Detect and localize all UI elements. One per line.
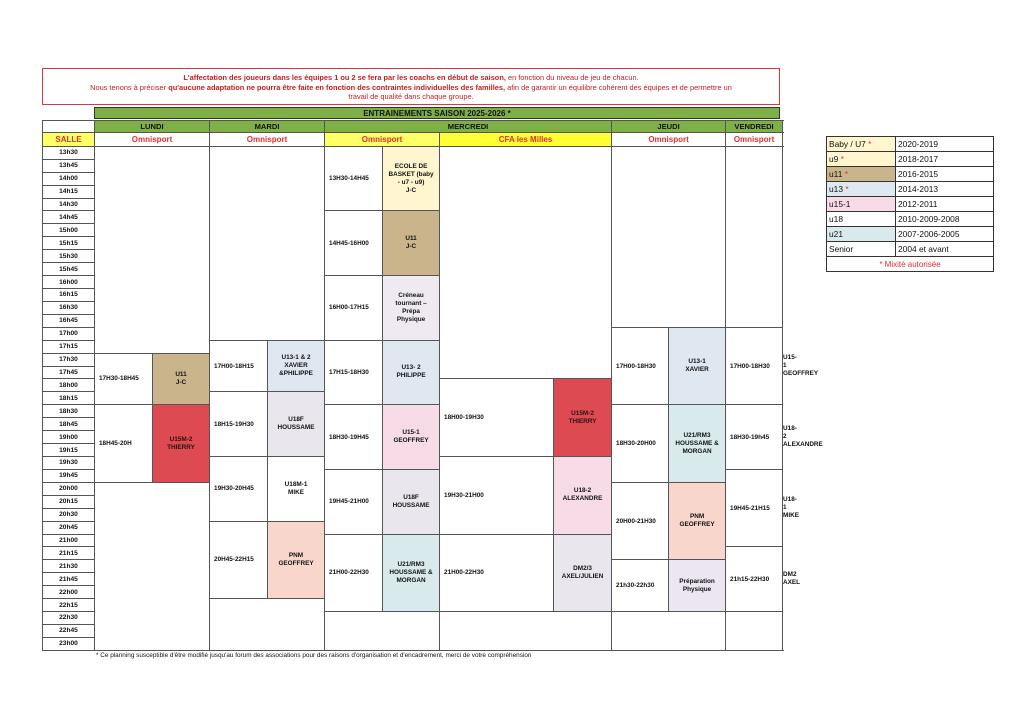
day-mardi: MARDI — [210, 121, 325, 133]
day-lundi: LUNDI — [95, 121, 210, 133]
empty-col3-0 — [440, 146, 612, 379]
time-label: 23h00 — [43, 637, 95, 650]
time-row: 19h45 19H45-21H00 U18F HOUSSAME 19H45-21H15 U18-1 MIKE — [43, 469, 783, 482]
slot-time-cfa_3: 21H00-22H30 — [440, 534, 554, 612]
footnote: * Ce planning susceptible d'être modifié jusqu'au forum des associations pour des raisons d'organisation et d'encadrement, merci de votre compréhension — [96, 652, 532, 659]
notice-box — [42, 68, 780, 105]
empty-col0-3 — [95, 482, 210, 650]
slot-team-merc_1-line: ECOLE DE — [394, 162, 428, 170]
time-label: 22h00 — [43, 586, 95, 599]
legend-name-6 — [827, 227, 896, 242]
time-label: 13h30 — [43, 146, 95, 159]
slot-time-merc_6: 19H45-21H00 — [325, 469, 383, 534]
legend-group: u21 — [829, 229, 843, 239]
mixite-note: * Mixité autorisée — [827, 257, 994, 272]
slot-team-lundi_2-line: U15M-2 — [169, 435, 193, 443]
slot-team-merc_4-line: PHILIPPE — [396, 372, 426, 380]
slot-team-cfa_3-line: DM2/3 — [573, 564, 592, 572]
time-label: 16h15 — [43, 288, 95, 301]
day-jeudi: JEUDI — [612, 121, 726, 133]
time-label: 20h00 — [43, 482, 95, 495]
legend-row — [827, 242, 994, 257]
slot-team-merc_3-line: tournant – — [395, 299, 427, 307]
salle-4: Omnisport — [612, 132, 726, 146]
slot-team-merc_7 — [383, 534, 440, 612]
time-row: 18h30 18H45-20H U15M-2 THIERRY 18H30-19H45 U15-1 GEOFFREY 18H30-20H00 U21/RM3 HOUSSAME & MORGAN 18H30-19h45 U18-2 ALEXANDRE — [43, 405, 783, 418]
slot-team-merc_3-line: Créneau — [398, 291, 424, 299]
slot-team-mardi_1-line: &PHILIPPE — [279, 370, 313, 378]
slot-team-merc_7-line: HOUSSAME & — [389, 568, 433, 576]
slot-team-lundi_1 — [153, 353, 210, 405]
day-mercredi: MERCREDI — [325, 121, 612, 133]
legend-row — [827, 182, 994, 197]
slot-time-mardi_4: 20H45-22H15 — [210, 521, 268, 599]
slot-time-lundi_2: 18H45-20H — [95, 405, 153, 483]
slot-time-merc_3: 16H00-17H15 — [325, 276, 383, 341]
slot-team-lundi_1-line: U11 — [175, 370, 187, 378]
slot-team-merc_7-line: U21/RM3 — [397, 560, 425, 568]
time-label: 14h30 — [43, 198, 95, 211]
slot-team-merc_5 — [383, 405, 440, 470]
slot-team-merc_1-line: J-C — [405, 186, 417, 194]
time-label: 15h30 — [43, 250, 95, 263]
time-label: 16h00 — [43, 276, 95, 289]
slot-time-mardi_3: 19H30-20H45 — [210, 456, 268, 521]
legend-name-5 — [827, 212, 896, 227]
time-label: 22h45 — [43, 624, 95, 637]
slot-team-cfa_2 — [554, 456, 612, 534]
empty-col0-0 — [95, 146, 210, 353]
slot-team-cfa_2-line: ALEXANDRE — [562, 495, 603, 503]
time-label: 17h00 — [43, 327, 95, 340]
legend-name-0 — [827, 137, 896, 152]
legend-years-0: 2020-2019 — [896, 137, 994, 152]
slot-time-cfa_1: 18H00-19H30 — [440, 379, 554, 457]
slot-team-mardi_1 — [268, 340, 325, 392]
legend-group: u11 — [829, 169, 843, 179]
slot-team-cfa_3-line: AXEL/JULIEN — [561, 572, 604, 580]
empty-col1-5 — [210, 599, 325, 651]
salle-label: SALLE — [43, 132, 95, 146]
time-row: 21h15 21h15-22H30 DM2 AXEL — [43, 547, 783, 560]
slot-team-jeudi_2-line: HOUSSAME & — [675, 439, 719, 447]
slot-time-vend_4: 21h15-22H30 — [726, 547, 783, 612]
empty-col4-0 — [612, 146, 726, 327]
slot-team-merc_6 — [383, 469, 440, 534]
legend-row — [827, 167, 994, 182]
time-label: 19h30 — [43, 456, 95, 469]
legend-name-2 — [827, 167, 896, 182]
empty-col3-4 — [440, 612, 612, 651]
slot-time-mardi_2: 18H15-19H30 — [210, 392, 268, 457]
time-label: 13h45 — [43, 159, 95, 172]
slot-team-mardi_3 — [268, 456, 325, 521]
slot-team-jeudi_4-line: Physique — [682, 585, 712, 593]
time-label: 15h15 — [43, 237, 95, 250]
salle-0: Omnisport — [95, 132, 210, 146]
slot-time-merc_5: 18H30-19H45 — [325, 405, 383, 470]
slot-time-lundi_1: 17H30-18H45 — [95, 353, 153, 405]
slot-time-cfa_2: 19H30-21H00 — [440, 456, 554, 534]
slot-team-mardi_3-line: MIKE — [288, 488, 305, 496]
legend-row — [827, 152, 994, 167]
notice-line-1: L'affectation des joueurs dans les équipes 1 ou 2 se fera par les coachs en début de saison, en fonction du niveau de jeu de chacun. — [183, 73, 639, 82]
legend-group: Senior — [829, 244, 854, 254]
slot-time-merc_7: 21H00-22H30 — [325, 534, 383, 612]
slot-team-mardi_1-line: U13-1 & 2 — [281, 354, 311, 362]
time-label: 22h30 — [43, 612, 95, 625]
slot-team-jeudi_3-line: PNM — [689, 513, 705, 521]
time-label: 17h15 — [43, 340, 95, 353]
legend-name-3 — [827, 182, 896, 197]
time-label: 16h30 — [43, 301, 95, 314]
slot-team-mardi_4-line: GEOFFREY — [278, 559, 314, 567]
slot-team-cfa_3 — [554, 534, 612, 612]
age-legend — [826, 136, 994, 272]
slot-team-merc_5-line: U15-1 — [402, 429, 420, 437]
legend-name-7 — [827, 242, 896, 257]
salle-2: Omnisport — [325, 132, 440, 146]
legend-years-4: 2012-2011 — [896, 197, 994, 212]
time-label: 18h30 — [43, 405, 95, 418]
slot-team-merc_7-line: MORGAN — [396, 576, 426, 584]
time-label: 19h45 — [43, 469, 95, 482]
salle-3: CFA les Milles — [440, 132, 612, 146]
legend-group: Baby / U7 — [829, 139, 866, 149]
slot-team-merc_5-line: GEOFFREY — [393, 437, 429, 445]
time-label: 15h00 — [43, 224, 95, 237]
salle-1: Omnisport — [210, 132, 325, 146]
time-label: 15h45 — [43, 263, 95, 276]
day-header-row — [43, 121, 783, 133]
legend-name-4 — [827, 197, 896, 212]
slot-team-merc_4 — [383, 340, 440, 405]
slot-team-jeudi_4 — [669, 560, 726, 612]
time-label: 19h15 — [43, 444, 95, 457]
empty-col2-8 — [325, 612, 440, 651]
schedule-body — [43, 121, 823, 651]
slot-team-mardi_2-line: U18F — [288, 416, 304, 424]
slot-time-jeudi_1: 17H00-18H30 — [612, 327, 669, 405]
slot-team-jeudi_1-line: XAVIER — [685, 366, 709, 374]
legend-years-7: 2004 et avant — [896, 242, 994, 257]
salle-row — [43, 132, 783, 146]
legend-row — [827, 137, 994, 152]
legend-row — [827, 227, 994, 242]
slot-team-jeudi_1 — [669, 327, 726, 405]
time-row — [43, 146, 783, 159]
time-label: 18h15 — [43, 392, 95, 405]
slot-team-merc_6-line: U18F — [403, 493, 419, 501]
time-label: 17h45 — [43, 366, 95, 379]
time-label: 22h15 — [43, 599, 95, 612]
slot-team-mardi_2 — [268, 392, 325, 457]
slot-team-mardi_2-line: HOUSSAME — [277, 424, 315, 432]
legend-star: * — [844, 169, 848, 179]
time-label: 14h15 — [43, 185, 95, 198]
slot-team-jeudi_1-line: U13-1 — [688, 358, 706, 366]
slot-team-merc_1-line: BASKET (baby — [388, 170, 434, 178]
time-label: 14h45 — [43, 211, 95, 224]
slot-time-jeudi_3: 20H00-21H30 — [612, 482, 669, 560]
time-row: 17h00 17H00-18H30 U13-1 XAVIER 17H00-18H30 U15-1 GEOFFREY — [43, 327, 783, 340]
time-label: 20h30 — [43, 508, 95, 521]
slot-team-merc_3 — [383, 276, 440, 341]
slot-team-merc_2 — [383, 211, 440, 276]
slot-team-mardi_4-line: PNM — [288, 551, 304, 559]
time-label: 21h15 — [43, 547, 95, 560]
slot-time-mardi_1: 17H00-18H15 — [210, 340, 268, 392]
salle-5: Omnisport — [726, 132, 783, 146]
empty-col5-5 — [726, 612, 783, 651]
legend-years-3: 2014-2013 — [896, 182, 994, 197]
time-label: 21h45 — [43, 573, 95, 586]
legend-row — [827, 212, 994, 227]
slot-team-cfa_1-line: THIERRY — [568, 417, 597, 425]
slot-team-merc_2-line: J-C — [405, 243, 417, 251]
legend-star: * — [868, 139, 872, 149]
legend-name-1 — [827, 152, 896, 167]
slot-team-mardi_4 — [268, 521, 325, 599]
slot-team-lundi_1-line: J-C — [175, 378, 187, 386]
slot-team-merc_1 — [383, 146, 440, 211]
time-label: 18h00 — [43, 379, 95, 392]
legend-years-6: 2007-2006-2005 — [896, 227, 994, 242]
legend-row — [827, 197, 994, 212]
slot-team-cfa_1-line: U15M-2 — [571, 409, 594, 417]
legend-star: * — [840, 154, 844, 164]
time-label: 21h00 — [43, 534, 95, 547]
slot-team-merc_6-line: HOUSSAME — [392, 501, 430, 509]
schedule-title: ENTRAINEMENTS SAISON 2025-2026 * — [94, 107, 780, 119]
time-label: 20h45 — [43, 521, 95, 534]
slot-team-jeudi_4-line: Préparation — [679, 577, 715, 585]
legend-body — [827, 137, 994, 257]
slot-time-vend_3: 19H45-21H15 — [726, 469, 783, 547]
slot-team-jeudi_3 — [669, 482, 726, 560]
time-label: 19h00 — [43, 431, 95, 444]
slot-team-jeudi_2 — [669, 405, 726, 483]
legend-group: u18 — [829, 214, 843, 224]
slot-team-merc_3-line: Prépa — [402, 307, 420, 315]
slot-time-merc_2: 14H45-16H00 — [325, 211, 383, 276]
slot-time-jeudi_4: 21h30-22h30 — [612, 560, 669, 612]
schedule-table — [42, 120, 823, 651]
time-label: 17h30 — [43, 353, 95, 366]
slot-team-cfa_2-line: U18-2 — [573, 487, 592, 495]
slot-team-mardi_3-line: U18M-1 — [284, 480, 308, 488]
slot-team-jeudi_2-line: MORGAN — [682, 447, 712, 455]
slot-time-merc_1: 13H30-14H45 — [325, 146, 383, 211]
legend-star: * — [845, 184, 849, 194]
slot-time-jeudi_2: 18H30-20H00 — [612, 405, 669, 483]
slot-time-vend_2: 18H30-19h45 — [726, 405, 783, 470]
slot-team-lundi_2-line: THIERRY — [167, 443, 195, 451]
legend-group: u15-1 — [829, 199, 851, 209]
slot-team-merc_1-line: - u7 - u9) — [397, 178, 425, 186]
slot-team-cfa_1 — [554, 379, 612, 457]
empty-col4-5 — [612, 612, 726, 651]
time-label: 18h45 — [43, 418, 95, 431]
time-label: 21h30 — [43, 560, 95, 573]
notice-line-3: travail de qualité dans chaque groupe. — [348, 92, 474, 102]
slot-team-mardi_1-line: XAVIER — [284, 362, 308, 370]
legend-mixite-row — [827, 257, 994, 272]
day-vendredi: VENDREDI — [726, 121, 783, 133]
slot-time-vend_1: 17H00-18H30 — [726, 327, 783, 405]
empty-col5-0 — [726, 146, 783, 327]
legend-years-1: 2018-2017 — [896, 152, 994, 167]
slot-team-merc_3-line: Physique — [396, 315, 426, 323]
notice-line-2: Nous tenons à préciser qu'aucune adaptation ne pourra être faite en fonction des contraintes individuelles des familles, afin de garantir un équilibre cohérent des équipes et de permettre un — [90, 82, 732, 92]
legend-group: u13 — [829, 184, 843, 194]
empty-col1-0 — [210, 146, 325, 340]
slot-team-jeudi_3-line: GEOFFREY — [679, 521, 715, 529]
time-label: 20h15 — [43, 495, 95, 508]
slot-team-jeudi_2-line: U21/RM3 — [683, 431, 711, 439]
time-label: 16h45 — [43, 314, 95, 327]
legend-years-5: 2010-2009-2008 — [896, 212, 994, 227]
legend-group: u9 — [829, 154, 839, 164]
corner-cell — [43, 121, 95, 133]
time-label: 14h00 — [43, 172, 95, 185]
slot-team-lundi_2 — [153, 405, 210, 483]
slot-time-merc_4: 17H15-18H30 — [325, 340, 383, 405]
slot-team-merc_2-line: U11 — [405, 235, 417, 243]
legend-years-2: 2016-2015 — [896, 167, 994, 182]
slot-team-merc_4-line: U13- 2 — [401, 364, 421, 372]
